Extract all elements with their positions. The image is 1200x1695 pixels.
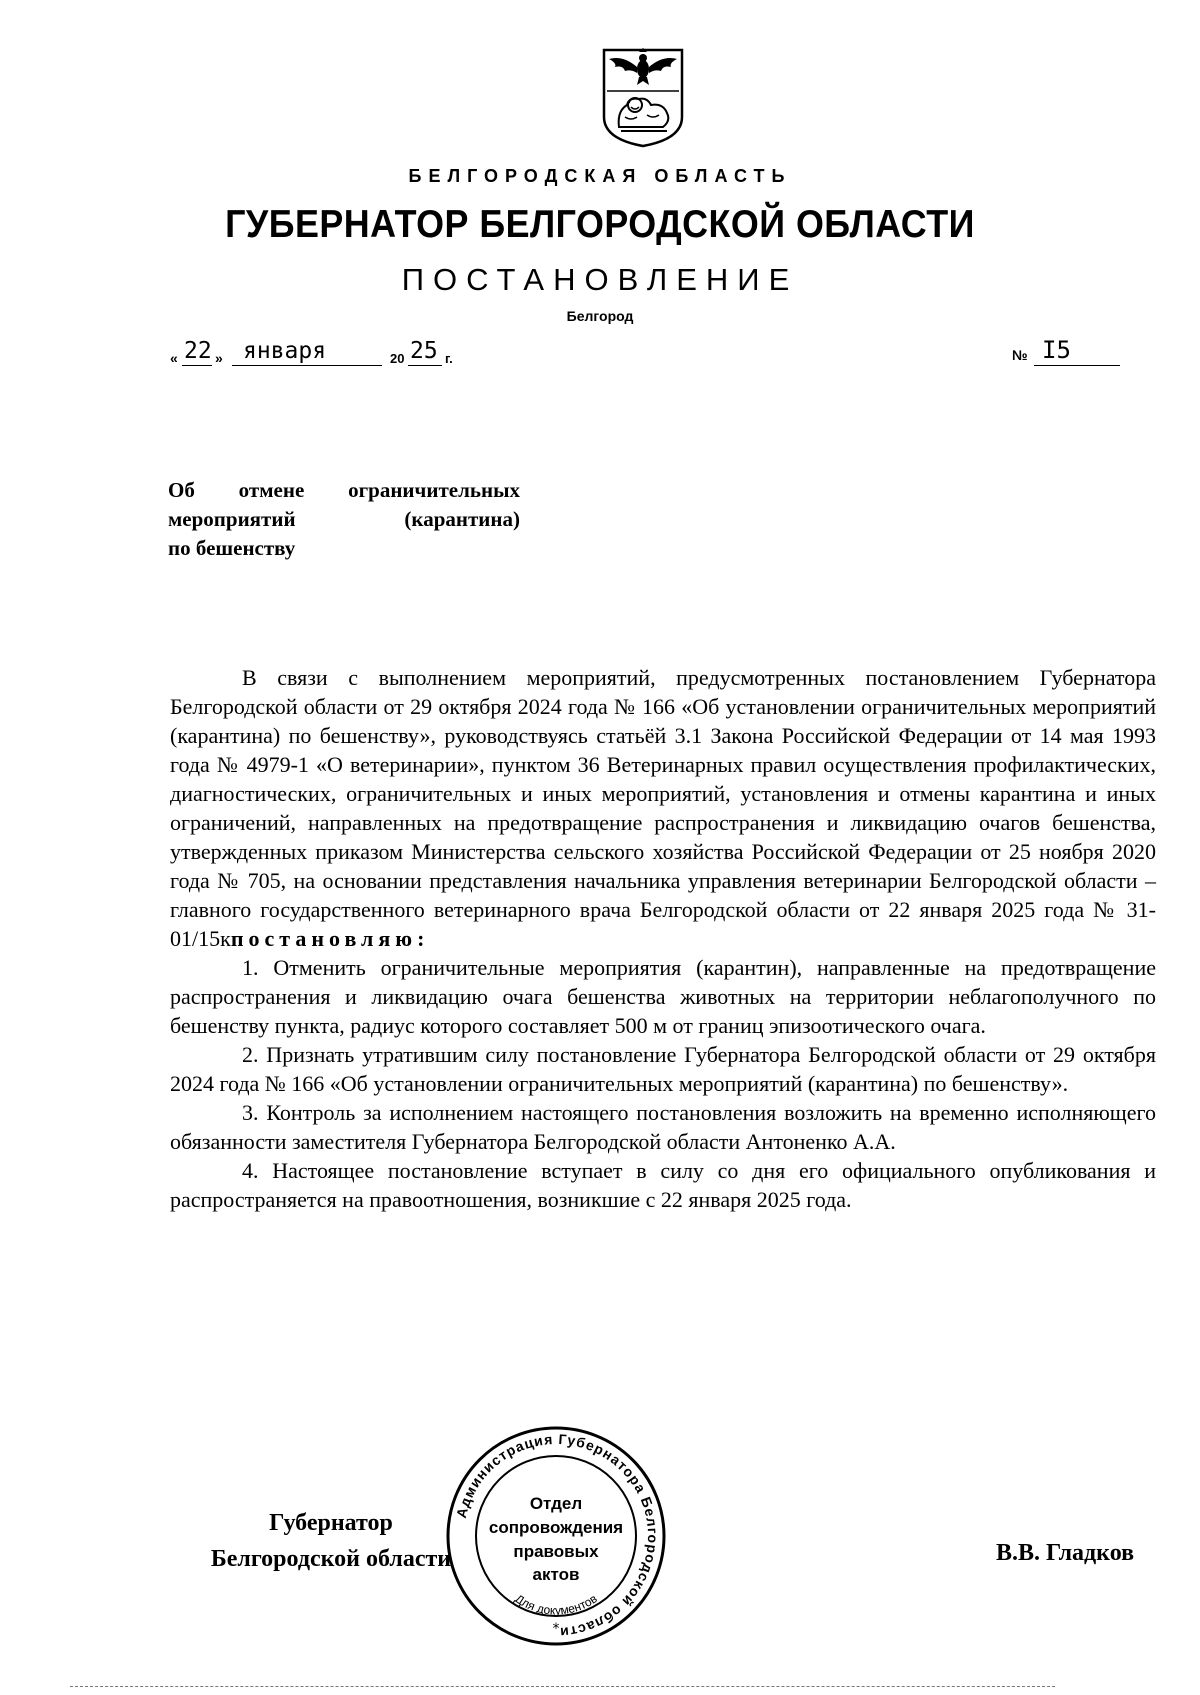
stamp-bottom-text: Для документов [512, 1591, 600, 1618]
svg-text:Для документов [512, 1591, 599, 1617]
year-underline [408, 365, 442, 366]
signatory-title [196, 1505, 466, 1577]
number-sign: № [1012, 347, 1028, 363]
subject-line-2: мероприятий (карантина) [168, 507, 520, 531]
date-open-quote: « [170, 350, 178, 366]
decree-word: постановляю: [230, 926, 430, 951]
subject-line-3: по бешенству [168, 536, 296, 560]
preamble-paragraph [170, 663, 1156, 953]
document-number: I5 [1042, 336, 1071, 364]
stamp-ring-text: Администрация Губернатора Белгородской области [452, 1430, 662, 1642]
city-name: Белгород [566, 308, 634, 324]
day-underline [182, 365, 212, 366]
official-stamp [445, 1425, 667, 1647]
authority-title: ГУБЕРНАТОР БЕЛГОРОДСКОЙ ОБЛАСТИ [225, 203, 975, 246]
stamp-inner-line-1: Отдел [529, 1494, 583, 1513]
footer-line [70, 1686, 1055, 1687]
preamble-text: В связи с выполнением мероприятий, предусмотренных постановлением Губернатора Белгородской области от 29 октября 2024 года № 166 «Об установлении ограничительных мероприятий (карантина) по бешенству», руководствуясь статьёй 3.1 Закона Российской Федерации от 14 мая 1993 года № 4979-1 «О ветеринарии», пунктом 36 Ветеринарных правил осуществления профилактических, диагностических, ограничительных и иных мероприятий, установления и отмены карантина и иных ограничений, направленных на предотвращение распространения и ликвидацию очагов бешенства, утвержденных приказом Министерства сельского хозяйства Российской Федерации от 25 ноября 2020 года № 705, на основании представления начальника управления ветеринарии Белгородской области – главного государственного ветеринарного врача Белгородской области от 22 января 2025 года № 31-01/15к [170, 665, 1156, 951]
stamp-star: * [552, 1621, 560, 1637]
stamp-inner-line-2: сопровождения [488, 1518, 624, 1537]
date-day: 22 [184, 338, 212, 364]
item-4: 4. Настоящее постановление вступает в силу со дня его официального опубликования и распространяется на правоотношения, возникшие с 22 января 2025 года. [170, 1158, 1156, 1212]
document-body [170, 663, 1156, 1214]
number-underline [1034, 365, 1120, 366]
subject-line-1: Об отмене ограничительных [168, 478, 520, 502]
item-2: 2. Признать утратившим силу постановление Губернатора Белгородской области от 29 октября 2024 года № 166 «Об установлении ограничительных мероприятий (карантина) по бешенству». [170, 1042, 1156, 1096]
month-underline [232, 365, 382, 366]
stamp-inner-line-3: правовых [513, 1542, 599, 1561]
item-3: 3. Контроль за исполнением настоящего постановления возложить на временно исполняющего обязанности заместителя Губернатора Белгородской области Антоненко А.А. [170, 1100, 1156, 1154]
date-year-unit: г. [445, 351, 453, 366]
date-line [170, 338, 1070, 368]
date-close-quote: » [215, 350, 223, 366]
date-year-prefix: 20 [390, 351, 405, 366]
coat-of-arms-emblem [601, 47, 685, 148]
document-subject [168, 476, 520, 563]
date-year-suffix: 25 [410, 338, 438, 364]
region-title: БЕЛГОРОДСКАЯ ОБЛАСТЬ [408, 166, 792, 186]
signatory-title-line-1: Губернатор [269, 1510, 393, 1536]
stamp-inner-line-4: актов [532, 1565, 580, 1584]
date-month: января [243, 338, 327, 364]
signatory-title-line-2: Белгородской области [210, 1546, 452, 1572]
signatory-name: В.В. Гладков [996, 1540, 1135, 1566]
document-type: ПОСТАНОВЛЕНИЕ [401, 262, 799, 297]
item-1: 1. Отменить ограничительные мероприятия (карантин), направленные на предотвращение распространения и ликвидацию очага бешенства животных на территории неблагополучного по бешенству пункта, радиус которого составляет 500 м от границ эпизоотического очага. [170, 955, 1156, 1038]
